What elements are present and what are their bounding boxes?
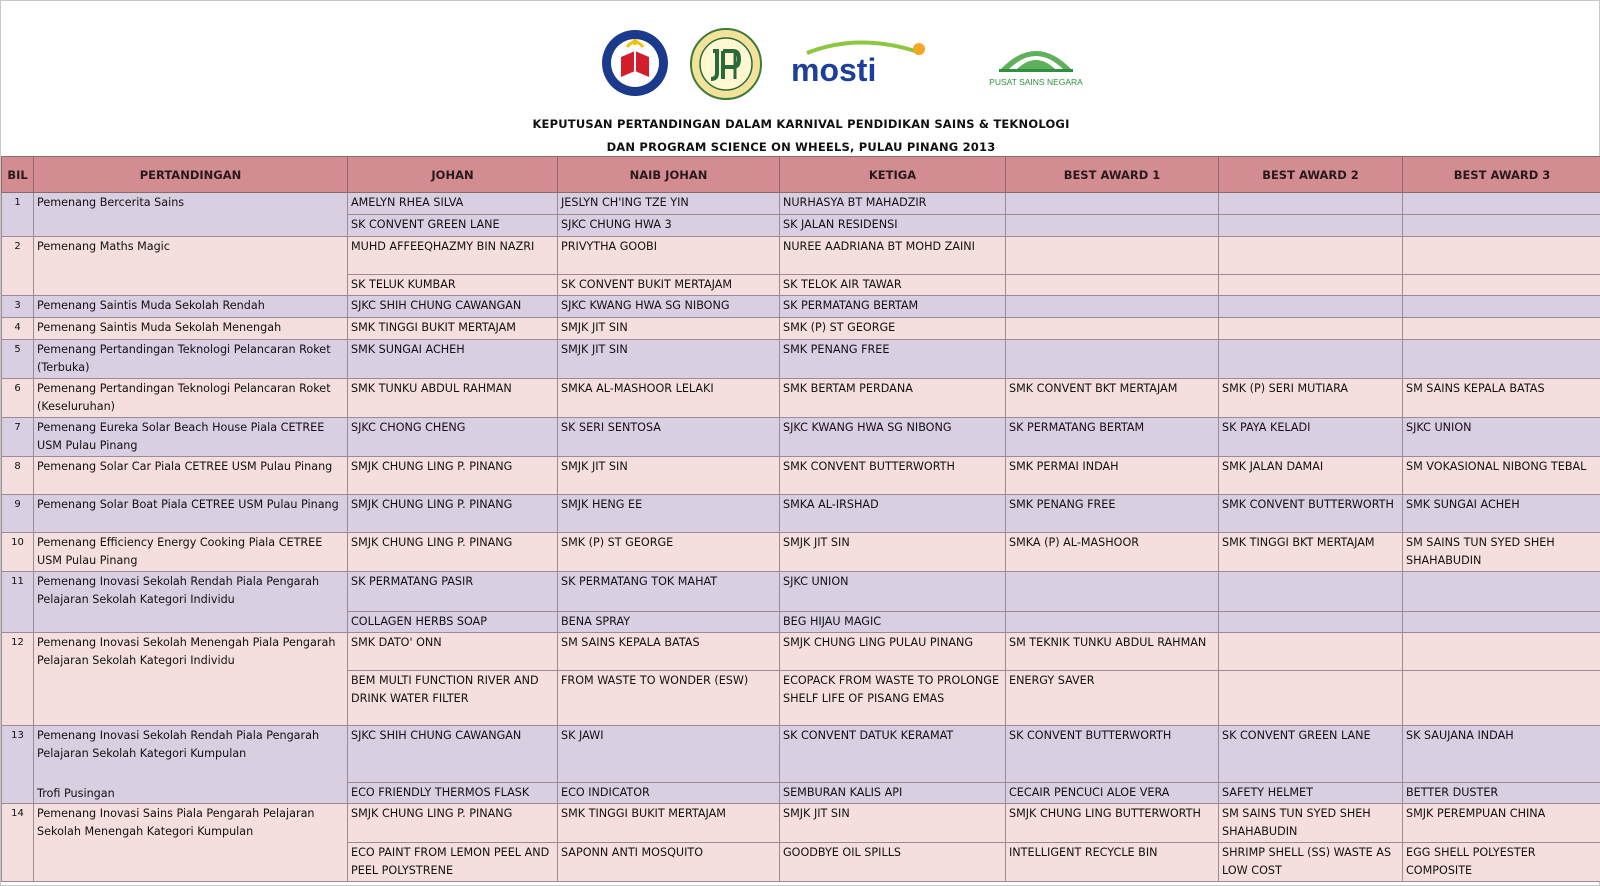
cell-johan-detail: SK TELUK KUMBAR bbox=[348, 275, 558, 296]
table-row bbox=[2, 804, 1600, 843]
cell-best-award-1 bbox=[1006, 340, 1219, 379]
cell-naib-johan: SMJK JIT SIN bbox=[558, 318, 780, 340]
table-row bbox=[2, 418, 1600, 457]
cell-naib-johan: PRIVYTHA GOOBI bbox=[558, 237, 780, 275]
cell-best-award-1-detail: CECAIR PENCUCI ALOE VERA bbox=[1006, 783, 1219, 804]
cell-johan: SK PERMATANG PASIR bbox=[348, 572, 558, 612]
table-row bbox=[2, 237, 1600, 275]
cell-ketiga: SMJK JIT SIN bbox=[780, 804, 1006, 843]
cell-johan: AMELYN RHEA SILVA bbox=[348, 193, 558, 215]
cell-johan-detail: SK CONVENT GREEN LANE bbox=[348, 215, 558, 237]
cell-best-award-3-detail: EGG SHELL POLYESTER COMPOSITE bbox=[1403, 843, 1600, 882]
cell-best-award-1: SMK CONVENT BKT MERTAJAM bbox=[1006, 379, 1219, 418]
cell-best-award-2 bbox=[1219, 572, 1403, 612]
header-best-award-3: BEST AWARD 3 bbox=[1403, 157, 1600, 193]
cell-best-award-1: SMK PERMAI INDAH bbox=[1006, 457, 1219, 495]
table-row bbox=[2, 340, 1600, 379]
table-row bbox=[2, 318, 1600, 340]
table-row bbox=[2, 726, 1600, 783]
cell-best-award-2: SMK CONVENT BUTTERWORTH bbox=[1219, 495, 1403, 533]
competition-title: Pemenang Pertandingan Teknologi Pelancaran Roket (Terbuka) bbox=[37, 343, 331, 374]
cell-best-award-3-detail: BETTER DUSTER bbox=[1403, 783, 1600, 804]
header-best-award-2: BEST AWARD 2 bbox=[1219, 157, 1403, 193]
cell-johan: SJKC CHONG CHENG bbox=[348, 418, 558, 457]
header-pertandingan: PERTANDINGAN bbox=[34, 157, 348, 193]
cell-naib-johan: SMK (P) ST GEORGE bbox=[558, 533, 780, 572]
competition-name bbox=[34, 379, 348, 418]
document-title-line-2: DAN PROGRAM SCIENCE ON WHEELS, PULAU PINANG 2013 bbox=[606, 140, 996, 154]
cell-johan: SMJK CHUNG LING P. PINANG bbox=[348, 457, 558, 495]
cell-johan: SJKC SHIH CHUNG CAWANGAN bbox=[348, 296, 558, 318]
cell-naib-johan: SMJK JIT SIN bbox=[558, 457, 780, 495]
row-number: 2 bbox=[2, 237, 34, 296]
competition-name bbox=[34, 804, 348, 882]
competition-name bbox=[34, 318, 348, 340]
cell-best-award-1 bbox=[1006, 237, 1219, 275]
table-header-row bbox=[2, 157, 1600, 193]
cell-best-award-3 bbox=[1403, 296, 1600, 318]
competition-title: Pemenang Solar Car Piala CETREE USM Pulau Pinang bbox=[37, 460, 333, 473]
competition-title: Pemenang Saintis Muda Sekolah Menengah bbox=[37, 321, 282, 334]
cell-ketiga: SMJK JIT SIN bbox=[780, 533, 1006, 572]
header-johan: JOHAN bbox=[348, 157, 558, 193]
cell-best-award-2-detail: SAFETY HELMET bbox=[1219, 783, 1403, 804]
cell-naib-johan-detail: BENA SPRAY bbox=[558, 612, 780, 633]
competition-note: Trofi Pusingan bbox=[37, 787, 115, 800]
cell-johan-detail: COLLAGEN HERBS SOAP bbox=[348, 612, 558, 633]
cell-best-award-2-detail bbox=[1219, 215, 1403, 237]
cell-best-award-2 bbox=[1219, 296, 1403, 318]
cell-best-award-1-detail bbox=[1006, 215, 1219, 237]
cell-best-award-2-detail bbox=[1219, 671, 1403, 726]
row-number: 12 bbox=[2, 633, 34, 726]
logo-strip bbox=[601, 23, 1121, 113]
cell-ketiga: SMK BERTAM PERDANA bbox=[780, 379, 1006, 418]
header-ketiga: KETIGA bbox=[780, 157, 1006, 193]
table-row bbox=[2, 379, 1600, 418]
competition-title: Pemenang Inovasi Sekolah Rendah Piala Pengarah Pelajaran Sekolah Kategori Individu bbox=[37, 575, 320, 606]
cell-johan-detail: ECO PAINT FROM LEMON PEEL AND PEEL POLYSTRENE bbox=[348, 843, 558, 882]
competition-name bbox=[34, 495, 348, 533]
cell-johan: SMK SUNGAI ACHEH bbox=[348, 340, 558, 379]
cell-best-award-1: SMK PENANG FREE bbox=[1006, 495, 1219, 533]
cell-johan: SMK DATO' ONN bbox=[348, 633, 558, 671]
cell-naib-johan-detail: ECO INDICATOR bbox=[558, 783, 780, 804]
cell-best-award-3-detail bbox=[1403, 671, 1600, 726]
cell-best-award-3-detail bbox=[1403, 275, 1600, 296]
competition-title: Pemenang Eureka Solar Beach House Piala CETREE USM Pulau Pinang bbox=[37, 421, 325, 452]
cell-best-award-2 bbox=[1219, 193, 1403, 215]
cell-best-award-2-detail bbox=[1219, 275, 1403, 296]
header-naib-johan: NAIB JOHAN bbox=[558, 157, 780, 193]
competition-title: Pemenang Maths Magic bbox=[37, 240, 170, 253]
pusat-sains-negara-logo bbox=[981, 33, 1091, 93]
cell-johan: SMK TINGGI BUKIT MERTAJAM bbox=[348, 318, 558, 340]
results-table bbox=[1, 156, 1600, 882]
competition-name bbox=[34, 533, 348, 572]
pusat-sains-negara-wordmark: PUSAT SAINS NEGARA bbox=[989, 77, 1083, 87]
cell-best-award-2-detail: SHRIMP SHELL (SS) WASTE AS LOW COST bbox=[1219, 843, 1403, 882]
cell-naib-johan: SK PERMATANG TOK MAHAT bbox=[558, 572, 780, 612]
row-number: 9 bbox=[2, 495, 34, 533]
cell-johan: SMJK CHUNG LING P. PINANG bbox=[348, 804, 558, 843]
cell-best-award-1-detail: ENERGY SAVER bbox=[1006, 671, 1219, 726]
cell-best-award-2 bbox=[1219, 318, 1403, 340]
cell-ketiga: SJKC KWANG HWA SG NIBONG bbox=[780, 418, 1006, 457]
header-best-award-1: BEST AWARD 1 bbox=[1006, 157, 1219, 193]
cell-best-award-1-detail bbox=[1006, 612, 1219, 633]
table-row bbox=[2, 633, 1600, 671]
row-number: 7 bbox=[2, 418, 34, 457]
cell-ketiga: SMK (P) ST GEORGE bbox=[780, 318, 1006, 340]
competition-title: Pemenang Efficiency Energy Cooking Piala CETREE USM Pulau Pinang bbox=[37, 536, 323, 567]
cell-best-award-3 bbox=[1403, 633, 1600, 671]
cell-best-award-2: SMK TINGGI BKT MERTAJAM bbox=[1219, 533, 1403, 572]
cell-best-award-2 bbox=[1219, 340, 1403, 379]
row-number: 6 bbox=[2, 379, 34, 418]
cell-naib-johan: SK JAWI bbox=[558, 726, 780, 783]
cell-best-award-3-detail bbox=[1403, 215, 1600, 237]
cell-johan: SJKC SHIH CHUNG CAWANGAN bbox=[348, 726, 558, 783]
competition-name bbox=[34, 726, 348, 804]
cell-best-award-1-detail bbox=[1006, 275, 1219, 296]
competition-title: Pemenang Saintis Muda Sekolah Rendah bbox=[37, 299, 265, 312]
cell-johan-detail: BEM MULTI FUNCTION RIVER AND DRINK WATER FILTER bbox=[348, 671, 558, 726]
cell-best-award-1 bbox=[1006, 193, 1219, 215]
cell-johan-detail: ECO FRIENDLY THERMOS FLASK bbox=[348, 783, 558, 804]
table-row bbox=[2, 533, 1600, 572]
cell-johan: SMK TUNKU ABDUL RAHMAN bbox=[348, 379, 558, 418]
cell-best-award-1-detail: INTELLIGENT RECYCLE BIN bbox=[1006, 843, 1219, 882]
competition-name bbox=[34, 193, 348, 237]
table-row bbox=[2, 296, 1600, 318]
cell-naib-johan: SMKA AL-MASHOOR LELAKI bbox=[558, 379, 780, 418]
row-number: 1 bbox=[2, 193, 34, 237]
cell-best-award-2: SMK (P) SERI MUTIARA bbox=[1219, 379, 1403, 418]
competition-name bbox=[34, 633, 348, 726]
cell-best-award-3: SM SAINS TUN SYED SHEH SHAHABUDIN bbox=[1403, 533, 1600, 572]
competition-name bbox=[34, 237, 348, 296]
jabatan-pelajaran-pulau-pinang-logo bbox=[689, 27, 763, 101]
row-number: 13 bbox=[2, 726, 34, 804]
cell-best-award-3: SMK SUNGAI ACHEH bbox=[1403, 495, 1600, 533]
cell-best-award-3: SM SAINS KEPALA BATAS bbox=[1403, 379, 1600, 418]
cell-naib-johan-detail: SJKC CHUNG HWA 3 bbox=[558, 215, 780, 237]
competition-name bbox=[34, 418, 348, 457]
table-row bbox=[2, 572, 1600, 612]
mosti-logo bbox=[787, 35, 937, 91]
cell-best-award-3: SM VOKASIONAL NIBONG TEBAL bbox=[1403, 457, 1600, 495]
cell-ketiga-detail: BEG HIJAU MAGIC bbox=[780, 612, 1006, 633]
document-title-line-1: KEPUTUSAN PERTANDINGAN DALAM KARNIVAL PENDIDIKAN SAINS & TEKNOLOGI bbox=[532, 117, 1070, 131]
cell-ketiga: SK CONVENT DATUK KERAMAT bbox=[780, 726, 1006, 783]
cell-best-award-2: SM SAINS TUN SYED SHEH SHAHABUDIN bbox=[1219, 804, 1403, 843]
cell-best-award-2: SK CONVENT GREEN LANE bbox=[1219, 726, 1403, 783]
cell-johan: SMJK CHUNG LING P. PINANG bbox=[348, 533, 558, 572]
cell-best-award-3 bbox=[1403, 572, 1600, 612]
cell-naib-johan: SMJK HENG EE bbox=[558, 495, 780, 533]
cell-ketiga: NUREE AADRIANA BT MOHD ZAINI bbox=[780, 237, 1006, 275]
row-number: 10 bbox=[2, 533, 34, 572]
cell-naib-johan: SK SERI SENTOSA bbox=[558, 418, 780, 457]
cell-best-award-3 bbox=[1403, 318, 1600, 340]
cell-naib-johan-detail: SK CONVENT BUKIT MERTAJAM bbox=[558, 275, 780, 296]
competition-title: Pemenang Pertandingan Teknologi Pelancaran Roket (Keseluruhan) bbox=[37, 382, 331, 413]
cell-best-award-1: SK PERMATANG BERTAM bbox=[1006, 418, 1219, 457]
cell-ketiga-detail: GOODBYE OIL SPILLS bbox=[780, 843, 1006, 882]
cell-ketiga-detail: SK JALAN RESIDENSI bbox=[780, 215, 1006, 237]
cell-ketiga-detail: SK TELOK AIR TAWAR bbox=[780, 275, 1006, 296]
cell-best-award-1 bbox=[1006, 296, 1219, 318]
cell-best-award-2 bbox=[1219, 237, 1403, 275]
cell-best-award-2 bbox=[1219, 633, 1403, 671]
cell-best-award-2-detail bbox=[1219, 612, 1403, 633]
cell-best-award-3: SJKC UNION bbox=[1403, 418, 1600, 457]
cell-naib-johan-detail: FROM WASTE TO WONDER (ESW) bbox=[558, 671, 780, 726]
competition-name bbox=[34, 572, 348, 633]
cell-best-award-1 bbox=[1006, 572, 1219, 612]
cell-naib-johan: SMK TINGGI BUKIT MERTAJAM bbox=[558, 804, 780, 843]
row-number: 4 bbox=[2, 318, 34, 340]
cell-best-award-3 bbox=[1403, 340, 1600, 379]
cell-ketiga: SK PERMATANG BERTAM bbox=[780, 296, 1006, 318]
cell-best-award-3: SK SAUJANA INDAH bbox=[1403, 726, 1600, 783]
cell-ketiga: NURHASYA BT MAHADZIR bbox=[780, 193, 1006, 215]
table-row bbox=[2, 495, 1600, 533]
cell-johan: SMJK CHUNG LING P. PINANG bbox=[348, 495, 558, 533]
cell-ketiga: SMJK CHUNG LING PULAU PINANG bbox=[780, 633, 1006, 671]
cell-ketiga: SMK PENANG FREE bbox=[780, 340, 1006, 379]
cell-best-award-2: SK PAYA KELADI bbox=[1219, 418, 1403, 457]
cell-best-award-2: SMK JALAN DAMAI bbox=[1219, 457, 1403, 495]
cell-ketiga-detail: ECOPACK FROM WASTE TO PROLONGE SHELF LIFE OF PISANG EMAS bbox=[780, 671, 1006, 726]
competition-title: Pemenang Inovasi Sekolah Menengah Piala Pengarah Pelajaran Sekolah Kategori Individu bbox=[37, 636, 336, 667]
row-number: 11 bbox=[2, 572, 34, 633]
cell-ketiga: SJKC UNION bbox=[780, 572, 1006, 612]
cell-best-award-3 bbox=[1403, 237, 1600, 275]
competition-name bbox=[34, 296, 348, 318]
kementerian-pelajaran-logo bbox=[601, 27, 669, 99]
mosti-wordmark: mosti bbox=[791, 52, 877, 88]
competition-name bbox=[34, 457, 348, 495]
table-row bbox=[2, 457, 1600, 495]
cell-johan: MUHD AFFEEQHAZMY BIN NAZRI bbox=[348, 237, 558, 275]
cell-naib-johan: JESLYN CH'ING TZE YIN bbox=[558, 193, 780, 215]
row-number: 8 bbox=[2, 457, 34, 495]
table-row bbox=[2, 193, 1600, 215]
row-number: 5 bbox=[2, 340, 34, 379]
cell-best-award-1: SK CONVENT BUTTERWORTH bbox=[1006, 726, 1219, 783]
cell-naib-johan: SMJK JIT SIN bbox=[558, 340, 780, 379]
cell-best-award-3-detail bbox=[1403, 612, 1600, 633]
row-number: 3 bbox=[2, 296, 34, 318]
cell-naib-johan: SM SAINS KEPALA BATAS bbox=[558, 633, 780, 671]
competition-title: Pemenang Solar Boat Piala CETREE USM Pulau Pinang bbox=[37, 498, 339, 511]
cell-ketiga: SMK CONVENT BUTTERWORTH bbox=[780, 457, 1006, 495]
table-body bbox=[2, 193, 1600, 882]
cell-ketiga-detail: SEMBURAN KALIS API bbox=[780, 783, 1006, 804]
cell-best-award-3 bbox=[1403, 193, 1600, 215]
cell-best-award-1: SM TEKNIK TUNKU ABDUL RAHMAN bbox=[1006, 633, 1219, 671]
header-bil: BIL bbox=[2, 157, 34, 193]
competition-title: Pemenang Inovasi Sains Piala Pengarah Pelajaran Sekolah Menengah Kategori Kumpulan bbox=[37, 807, 315, 838]
competition-name bbox=[34, 340, 348, 379]
cell-naib-johan: SJKC KWANG HWA SG NIBONG bbox=[558, 296, 780, 318]
cell-best-award-1: SMKA (P) AL-MASHOOR bbox=[1006, 533, 1219, 572]
row-number: 14 bbox=[2, 804, 34, 882]
competition-title: Pemenang Inovasi Sekolah Rendah Piala Pengarah Pelajaran Sekolah Kategori Kumpulan bbox=[37, 729, 320, 760]
cell-ketiga: SMKA AL-IRSHAD bbox=[780, 495, 1006, 533]
cell-naib-johan-detail: SAPONN ANTI MOSQUITO bbox=[558, 843, 780, 882]
competition-title: Pemenang Bercerita Sains bbox=[37, 196, 185, 209]
cell-best-award-1: SMJK CHUNG LING BUTTERWORTH bbox=[1006, 804, 1219, 843]
cell-best-award-1 bbox=[1006, 318, 1219, 340]
cell-best-award-3: SMJK PEREMPUAN CHINA bbox=[1403, 804, 1600, 843]
